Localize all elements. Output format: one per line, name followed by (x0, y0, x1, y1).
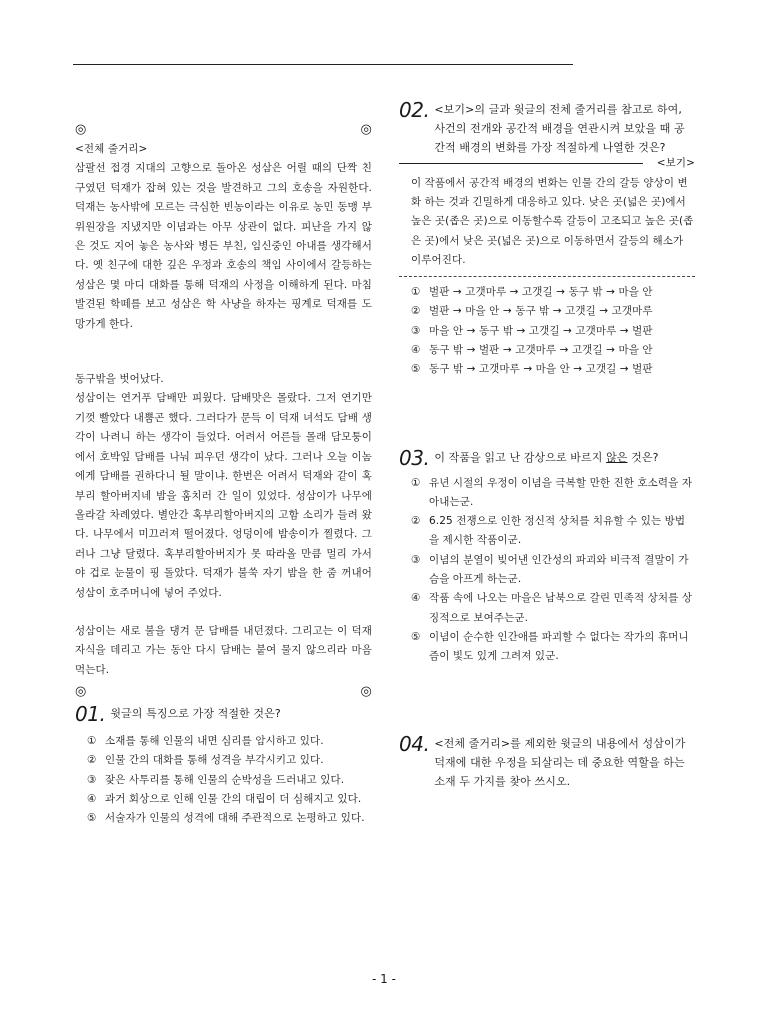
choice-item[interactable]: ① 벌판 → 고갯마루 → 고갯길 → 동구 밖 → 마을 안 (411, 286, 653, 299)
question-4 (399, 734, 695, 791)
left-column (75, 120, 372, 829)
question-text: 윗글의 특징으로 가장 적절한 것은? (110, 707, 281, 721)
choice-item[interactable]: ④ 과거 회상으로 인해 인물 간의 대립이 더 심해지고 있다. (87, 793, 362, 806)
choice-item[interactable]: ① 소재를 통해 인물의 내면 심리를 암시하고 있다. (87, 735, 324, 748)
passage-marker-row-bottom (75, 682, 372, 702)
story-paragraph-1: 동구밖을 벗어났다. (75, 373, 164, 386)
circle-mark-icon: ◎ (75, 684, 87, 700)
choice-item[interactable]: ⑤ 서술자가 인물의 성격에 대해 주관적으로 논평하고 있다. (87, 812, 365, 825)
choice-item[interactable]: ② 6.25 전쟁으로 인한 정신적 상처를 치유할 수 있는 방법을 제시한 작품이군. (411, 515, 686, 547)
choice-item[interactable]: ④ 작품 속에 나오는 마을은 남북으로 갈린 민족적 상처를 상징적으로 보여주는군. (411, 592, 693, 624)
right-column (399, 100, 695, 791)
choice-item[interactable]: ③ 잦은 사투리를 통해 인물의 순박성을 드러내고 있다. (87, 773, 345, 786)
choice-item[interactable]: ② 인물 간의 대화를 통해 성격을 부각시키고 있다. (87, 754, 324, 767)
passage-marker-row-top (75, 120, 372, 140)
choice-item[interactable]: ④ 동구 밖 → 벌판 → 고갯마루 → 고갯길 → 마을 안 (411, 343, 653, 356)
bogi-box (399, 157, 695, 277)
choice-item[interactable]: ① 유년 시절의 우정이 이념을 극복할 만한 진한 호소력을 자아내는군. (411, 476, 693, 508)
question-text: 이 작품을 읽고 난 감상으로 바르지 않은 것은? (434, 450, 659, 464)
bogi-bottom-rule (399, 276, 695, 277)
question-number: 03. (399, 445, 430, 470)
emphasis-underline: 않은 (606, 450, 628, 464)
choice-item[interactable]: ⑤ 동구 밖 → 고갯마루 → 마을 안 → 고갯길 → 벌판 (411, 363, 653, 376)
page-number: - 1 - (372, 972, 396, 986)
question-number: 01. (75, 702, 106, 727)
question-text: <보기>의 글과 윗글의 전체 줄거리를 참고로 하여, 사건의 전개와 공간적 배경을 연관시켜 보았을 때 공간적 배경의 변화를 가장 적절하게 나열한 것은? (434, 103, 685, 154)
bogi-text: 이 작품에서 공간적 배경의 변화는 인물 간의 갈등 양상이 변화 하는 것과 긴밀하게 대응하고 있다. 낮은 곳(넓은 곳)에서 높은 곳(좁은 곳)으로 이동할수록 갈등이 고조되고 높은 곳(좁은 곳)에서 낮은 곳(넓은 곳)으로 이동하면서 갈등의 해소가 이루어진다. (411, 177, 694, 266)
choice-item[interactable]: ⑤ 이념이 순수한 인간애를 파괴할 수 없다는 작가의 휴머니즘이 빛도 있게 그려져 있군. (411, 630, 689, 663)
circle-mark-icon: ◎ (360, 122, 372, 138)
story-paragraph-2: 성삼이는 연거푸 담배만 피웠다. 담배맛은 몰랐다. 그저 연기만 기껏 빨았다 내뿜곤 했다. 그러다가 문득 이 덕재 녀석도 담배 생각이 나려니 하는 생각이 들었다. 어려서 어른들 몰래 담모퉁이에서 호박잎 담배를 나눠 피우던 생각이 났다. 그러나 오늘 이놈에게 담배를 권하다니 될 말이냐. 한번은 어려서 덕재와 같이 혹부리 할아버지네 밤을 훔치러 간 일이 있었다. 성삼이가 나무에 올라갈 차례였다. 별안간 혹부리할아버지의 고함 소리가 들려 왔다. 나무에서 미끄러져 떨어졌다. 엉덩이에 밤송이가 찔렸다. 그러나 그냥 달렸다. 혹부리할아버지가 못 따라올 만큼 멀리 가서야 겁로 눈물이 핑 돌았다. 덕재가 불쑥 자기 밤을 한 줌 꺼내어 성삼이 호주머니에 넣어 주었다. (75, 392, 372, 599)
bogi-top-rule (399, 157, 695, 169)
summary-label: <전체 줄거리> (75, 143, 148, 155)
question-3 (399, 445, 695, 470)
summary-paragraph: 삼팔선 접경 지대의 고향으로 돌아온 성삼은 어릴 때의 단짝 친구였던 덕재가 잡혀 있는 것을 발견하고 그의 호송을 자원한다. 덕재는 농사밖에 모르는 극심한 빈농이라는 이유로 농민 동맹 부위원장을 지냈지만 이념과는 아무 상관이 없다. 피난을 가지 않은 것도 지어 놓은 농사와 병든 부친, 임신중인 아내를 생각해서다. 옛 친구에 대한 깊은 우정과 호송의 책임 사이에서 갈등하는 성삼은 몇 마디 대화를 통해 덕재의 사정을 이해하게 된다. 마침 발견된 학떼를 보고 성삼은 학 사냥을 하자는 핑계로 덕재를 도망가게 한다. (75, 162, 372, 330)
choice-item[interactable]: ② 벌판 → 마을 안 → 동구 밖 → 고갯길 → 고갯마루 (411, 305, 653, 318)
q1-choices (75, 732, 372, 828)
question-1 (75, 702, 372, 727)
question-number: 04. (399, 732, 430, 757)
question-number: 02. (399, 98, 430, 122)
question-text: <전체 줄거리>를 제외한 윗글의 내용에서 성삼이가 덕재에 대한 우정을 되살리는 데 중요한 역할을 하는 소재 두 가지를 찾아 쓰시오. (434, 737, 686, 789)
question-2 (399, 100, 695, 157)
story-paragraph-3: 성삼이는 새로 불을 댕겨 문 담배를 내던졌다. 그리고는 이 덕재 자식을 데리고 가는 동안 다시 담배는 붙여 물지 않으리라 마음먹는다. (75, 624, 372, 676)
q2-choices (399, 283, 695, 379)
q3-choices (399, 474, 695, 667)
circle-mark-icon: ◎ (75, 122, 87, 138)
choice-item[interactable]: ③ 마을 안 → 동구 밖 → 고갯길 → 고갯마루 → 벌판 (411, 324, 653, 337)
bogi-label: <보기> (656, 157, 695, 169)
top-rule (73, 64, 573, 65)
choice-item[interactable]: ③ 이념의 분열이 빚어낸 인간성의 파괴와 비극적 결말이 가슴을 아프게 하는군. (411, 553, 689, 585)
circle-mark-icon: ◎ (360, 684, 372, 700)
